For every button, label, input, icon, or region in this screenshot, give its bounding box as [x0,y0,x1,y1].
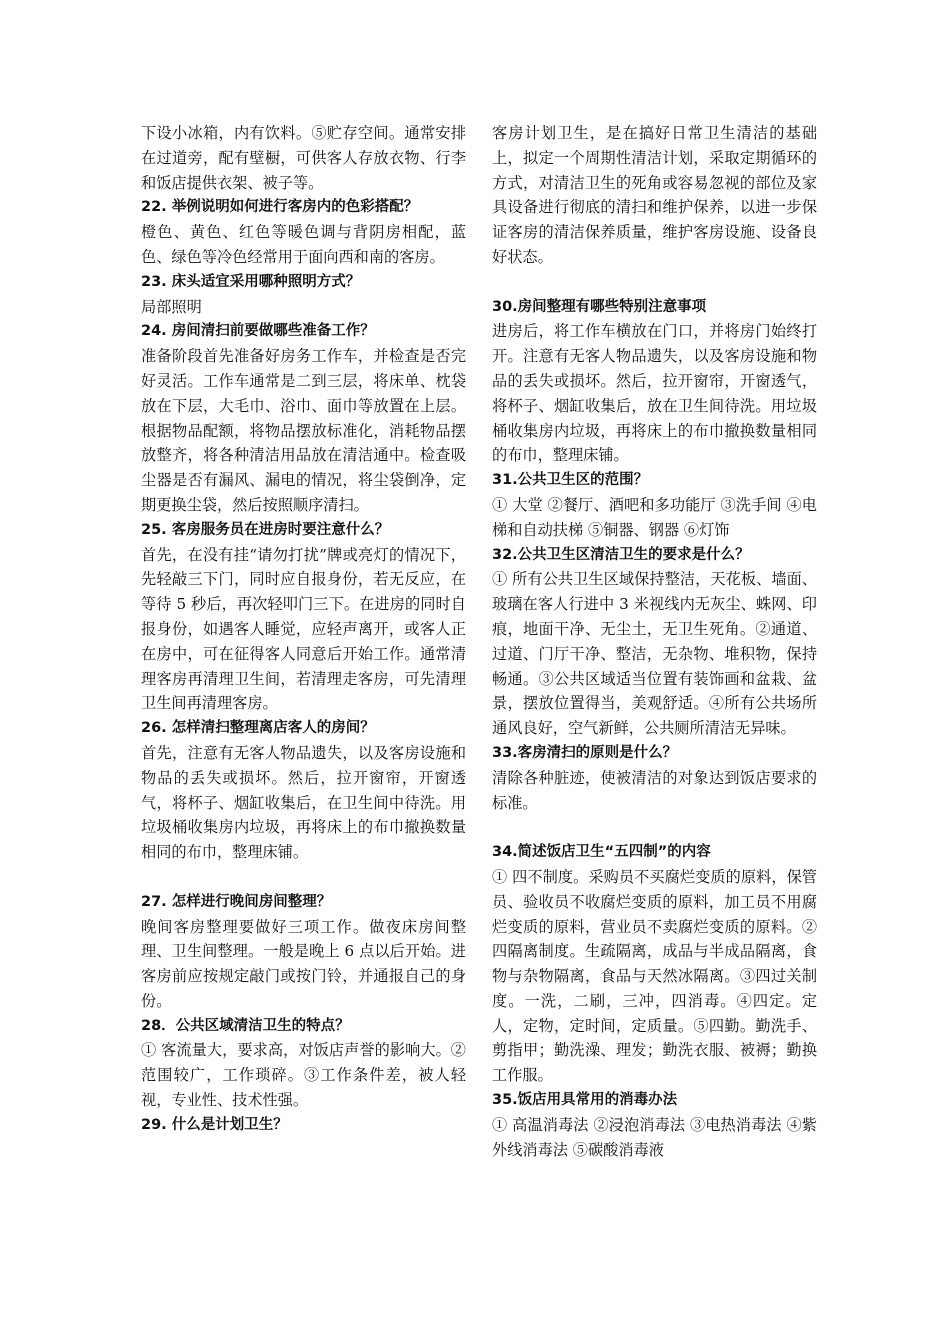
spacer [492,270,817,295]
answer-21-continued: 下设小冰箱，内有饮料。⑤贮存空间。通常安排在过道旁，配有壁橱，可供客人存放衣物、行李和饭店提供衣架、被子等。 [141,124,466,192]
question-34: 34.简述饭店卫生“五四制”的内容 [492,844,711,861]
answer-27: 晚间客房整理要做好三项工作。做夜床房间整理、卫生间整理。一般是晚上 6 点以后开始。进客房前应按规定敲门或按门铃，并通报自己的身份。 [141,917,466,1010]
answer-22: 橙色、黄色、红色等暖色调与背阴房相配，蓝色、绿色等冷色经常用于面向西和南的客房。 [141,223,466,266]
question-35: 35.饭店用具常用的消毒办法 [492,1092,678,1109]
answer-23: 局部照明 [141,297,202,316]
question-32: 32.公共卫生区清洁卫生的要求是什么？ [492,546,750,563]
question-23: 23. 床头适宜采用哪种照明方式？ [141,273,361,290]
question-25: 25. 客房服务员在进房时要注意什么？ [141,521,390,538]
answer-30: 进房后，将工作车横放在门口，并将房门始终打开。注意有无客人物品遗失，以及客房设施和物品的丢失或损坏。然后，拉开窗帘，开窗透气，将杯子、烟缸收集后，放在卫生间待洗。用垃圾桶收集房内垃圾，再将床上的布巾撤换数量相同的布巾，整理床铺。 [492,322,817,465]
answer-28: ① 客流量大，要求高，对饭店声誉的影响大。②范围较广，工作琐碎。③工作条件差，被人轻视，专业性、技术性强。 [141,1041,466,1110]
question-33: 33.客房清扫的原则是什么？ [492,744,678,761]
answer-25: 首先，在没有挂“请勿打扰”牌或亮灯的情况下，先轻敲三下门，同时应自报身份，若无反应，在等待 5 秒后，再次轻叩门三下。在进房的同时自报身份，如遇客人睡觉，应轻声离开，或客人正在房中，可在征得客人同意后开始工作。通常清理客房再清理卫生间，若清理走客房，可先清理卫生间再清理客房。 [141,545,466,713]
answer-31: ① 大堂 ②餐厅、酒吧和多功能厅 ③洗手间 ④电梯和自动扶梯 ⑤铜器、钢器 ⑥灯饰 [492,495,817,539]
right-column [492,121,817,1162]
question-22: 22. 举例说明如何进行客房内的色彩搭配？ [141,199,419,216]
answer-33: 清除各种脏迹，使被清洁的对象达到饭店要求的标准。 [492,768,817,812]
spacer [141,865,466,890]
question-27: 27. 怎样进行晚间房间整理？ [141,893,332,910]
left-column [141,121,466,1138]
spacer [492,815,817,840]
answer-32: ① 所有公共卫生区域保持整洁，天花板、墙面、玻璃在客人行进中 3 米视线内无灰尘、蛛网、印痕，地面干净、无尘土，无卫生死角。②通道、过道、门厅干净、整洁，无杂物、堆积物，保持畅通。③公共区域适当位置有装饰画和盆栽、盆景，摆放位置得当，美观舒适。④所有公共场所通风良好，空气新鲜，公共厕所清洁无异味。 [492,570,817,738]
answer-26: 首先，注意有无客人物品遗失，以及客房设施和物品的丢失或损坏。然后，拉开窗帘，开窗透气，将杯子、烟缸收集后，在卫生间中待洗。用垃圾桶收集房内垃圾，再将床上的布巾撤换数量相同的布巾，整理床铺。 [141,743,466,862]
question-30: 30.房间整理有哪些特别注意事项 [492,298,707,315]
question-31: 31.公共卫生区的范围？ [492,472,649,489]
answer-34: ① 四不制度。采购员不买腐烂变质的原料，保管员、验收员不收腐烂变质的原料，加工员不用腐烂变质的原料，营业员不卖腐烂变质的原料。②四隔离制度。生疏隔离，成品与半成品隔离，食物与杂物隔离，食品与天然冰隔离。③四过关制度。一洗，二刷，三冲，四消毒。④四定。定人，定物，定时间，定质量。⑤四勤。勤洗手、剪指甲；勤洗澡、理发；勤洗衣服、被褥；勤换工作服。 [492,867,817,1085]
answer-29: 客房计划卫生，是在搞好日常卫生清洁的基础上，拟定一个周期性清洁计划，采取定期循环的方式，对清洁卫生的死角或容易忽视的部位及家具设备进行彻底的清扫和维护保养，以进一步保证客房的清洁保养质量，维护客房设施、设备良好状态。 [492,124,817,266]
question-26: 26. 怎样清扫整理离店客人的房间？ [141,720,375,737]
question-29: 29. 什么是计划卫生？ [141,1116,288,1133]
answer-24: 准备阶段首先准备好房务工作车，并检查是否完好灵活。工作车通常是二到三层，将床单、枕袋放在下层，大毛巾、浴巾、面巾等放置在上层。根据物品配额，将物品摆放标准化，消耗物品摆放整齐，将各种清洁用品放在清洁通中。检查吸尘器是否有漏风、漏电的情况，将尘袋倒净，定期更换尘袋，然后按照顺序清扫。 [141,347,466,514]
answer-35: ① 高温消毒法 ②浸泡消毒法 ③电热消毒法 ④紫外线消毒法 ⑤碳酸消毒液 [492,1115,817,1159]
question-24: 24. 房间清扫前要做哪些准备工作？ [141,323,375,340]
question-28: 28．公共区域清洁卫生的特点？ [141,1017,350,1034]
